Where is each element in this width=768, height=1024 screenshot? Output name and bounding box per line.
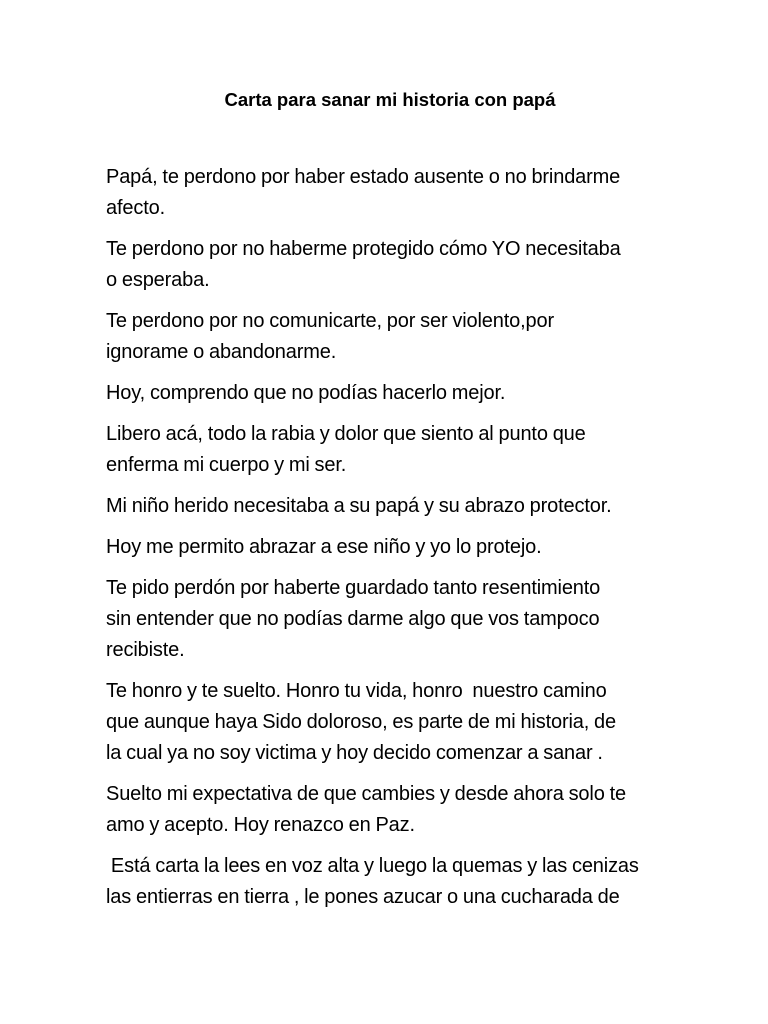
paragraph: Hoy me permito abrazar a ese niño y yo lo protejo.: [106, 536, 542, 558]
paragraph: Te pido perdón por haberte guardado tanto resentimiento sin entender que no podías darme algo que vos tampoco recibiste.: [106, 577, 601, 661]
paragraph: Papá, te perdono por haber estado ausente o no brindarme afecto.: [106, 166, 621, 219]
paragraph: Hoy, comprendo que no podías hacerlo mejor.: [106, 382, 506, 404]
paragraph: Está carta la lees en voz alta y luego la quemas y las cenizas las entierras en tierra , le pones azucar o una cucharada de: [106, 855, 639, 908]
paragraph: Te perdono por no comunicarte, por ser violento,por ignorame o abandonarme.: [106, 310, 555, 363]
paragraph: Suelto mi expectativa de que cambies y desde ahora solo te amo y acepto. Hoy renazco en Paz.: [106, 783, 626, 836]
paragraph: Libero acá, todo la rabia y dolor que siento al punto que enferma mi cuerpo y mi ser.: [106, 423, 586, 476]
document-body: [106, 162, 668, 913]
paragraph: Mi niño herido necesitaba a su papá y su abrazo protector.: [106, 495, 612, 517]
paragraph: Te honro y te suelto. Honro tu vida, honro nuestro camino que aunque haya Sido doloroso, es parte de mi historia, de la cual ya no soy victima y hoy decido comenzar a sanar .: [106, 680, 616, 764]
document-title: Carta para sanar mi historia con papá: [224, 89, 556, 110]
paragraph: Te perdono por no haberme protegido cómo YO necesitaba o esperaba.: [106, 238, 621, 291]
